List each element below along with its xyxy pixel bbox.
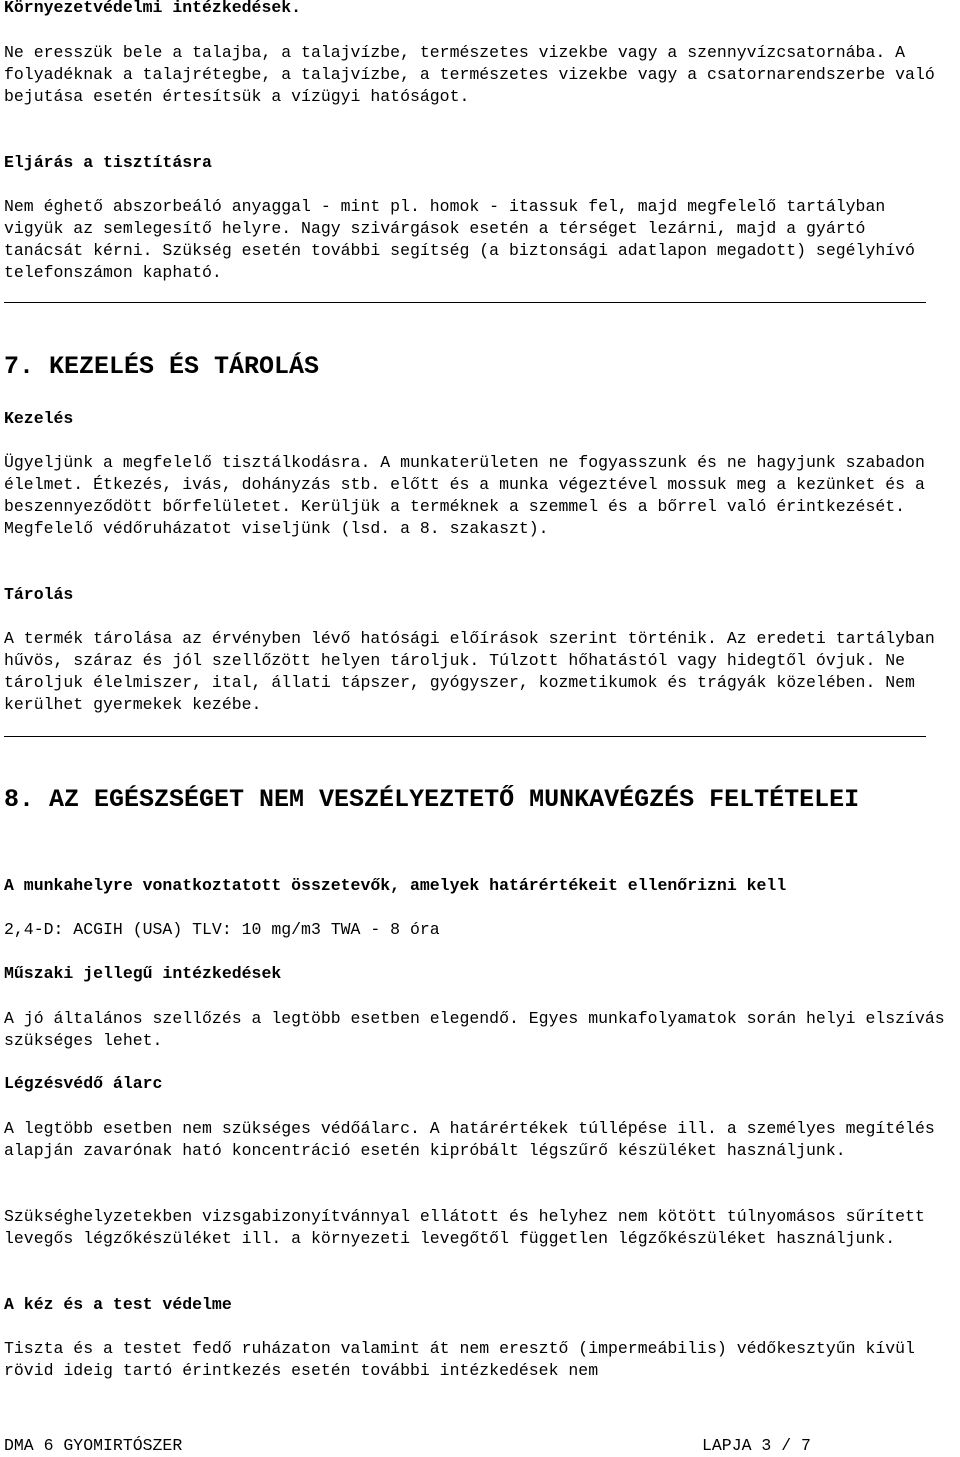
footer-document-name: DMA 6 GYOMIRTÓSZER bbox=[4, 1436, 183, 1455]
handling-heading: Kezelés bbox=[4, 409, 74, 428]
section-divider bbox=[4, 736, 926, 737]
storage-text: A termék tárolása az érvényben lévő hatósági előírások szerint történik. Az eredeti tartályban hűvös, száraz és jól szellőzött helyen tároljuk. Túlzott hőhatástól vagy hidegtől óvjuk. Ne tároljuk élelmiszer, ital, állati tápszer, gyógyszer, kozmetikumok és trágyák közelében. Nem kerülhet gyermekek kezébe. bbox=[4, 629, 945, 714]
technical-text: A jó általános szellőzés a legtöbb esetben elegendő. Egyes munkafolyamatok során helyi elszívás szükséges lehet. bbox=[4, 1009, 955, 1050]
footer-page-number: LAPJA 3 / 7 bbox=[702, 1436, 811, 1455]
env-text: Ne eresszük bele a talajba, a talajvízbe, természetes vizekbe vagy a szennyvízcsatornába. A folyadéknak a talajrétegbe, a talajvízbe, a természetes vizekbe vagy a csatornarendszerbe való bejutása esetén értesítsük a vízügyi hatóságot. bbox=[4, 43, 945, 106]
cleanup-text: Nem éghető abszorbeáló anyaggal - mint pl. homok - itassuk fel, majd megfelelő tartályban vigyük az semlegesítő helyre. Nagy szivárgások esetén a térséget lezárni, majd a gyártó tanácsát kérni. Szükség esetén további segítség (a biztonsági adatlapon megadott) segélyhívó telefonszámon kapható. bbox=[4, 197, 925, 282]
handling-text: Ügyeljünk a megfelelő tisztálkodásra. A munkaterületen ne fogyasszunk és ne hagyjunk szabadon élelmet. Étkezés, ivás, dohányzás stb. előtt és a munka végeztével mossuk meg a kezünket és a beszennyeződött bőrfelületet. Kerüljük a terméknek a szemmel és a bőrrel való érintkezését. Megfelelő védőruházatot viseljünk (lsd. a 8. szakaszt). bbox=[4, 453, 935, 538]
cleanup-heading: Eljárás a tisztításra bbox=[4, 153, 212, 172]
section-7-title: 7. KEZELÉS ÉS TÁROLÁS bbox=[4, 352, 320, 381]
technical-heading: Műszaki jellegű intézkedések bbox=[4, 964, 282, 983]
limits-heading: A munkahelyre vonatkoztatott összetevők, amelyek határértékeit ellenőrizni kell bbox=[4, 876, 787, 895]
hand-protection-heading: A kéz és a test védelme bbox=[4, 1295, 232, 1314]
hand-protection-text: Tiszta és a testet fedő ruházaton valamint át nem eresztő (impermeábilis) védőkesztyűn kívül rövid ideig tartó érintkezés esetén további intézkedések nem bbox=[4, 1339, 925, 1380]
limits-text: 2,4-D: ACGIH (USA) TLV: 10 mg/m3 TWA - 8 óra bbox=[4, 920, 440, 939]
respiratory-text-1: A legtöbb esetben nem szükséges védőálarc. A határértékek túllépése ill. a személyes megítélés alapján zavarónak ható koncentráció esetén kipróbált légszűrő készüléket használjunk. bbox=[4, 1119, 945, 1160]
respiratory-text-2: Szükséghelyzetekben vizsgabizonyítvánnyal ellátott és helyhez nem kötött túlnyomásos sűrített levegős légzőkészüléket ill. a környezeti levegőtől független légzőkészüléket használjunk. bbox=[4, 1207, 935, 1248]
section-8-title: 8. AZ EGÉSZSÉGET NEM VESZÉLYEZTETŐ MUNKAVÉGZÉS FELTÉTELEI bbox=[4, 785, 860, 814]
env-heading: Környezetvédelmi intézkedések. bbox=[4, 0, 302, 17]
respiratory-heading: Légzésvédő álarc bbox=[4, 1074, 163, 1093]
storage-heading: Tárolás bbox=[4, 585, 74, 604]
section-divider bbox=[4, 302, 926, 303]
